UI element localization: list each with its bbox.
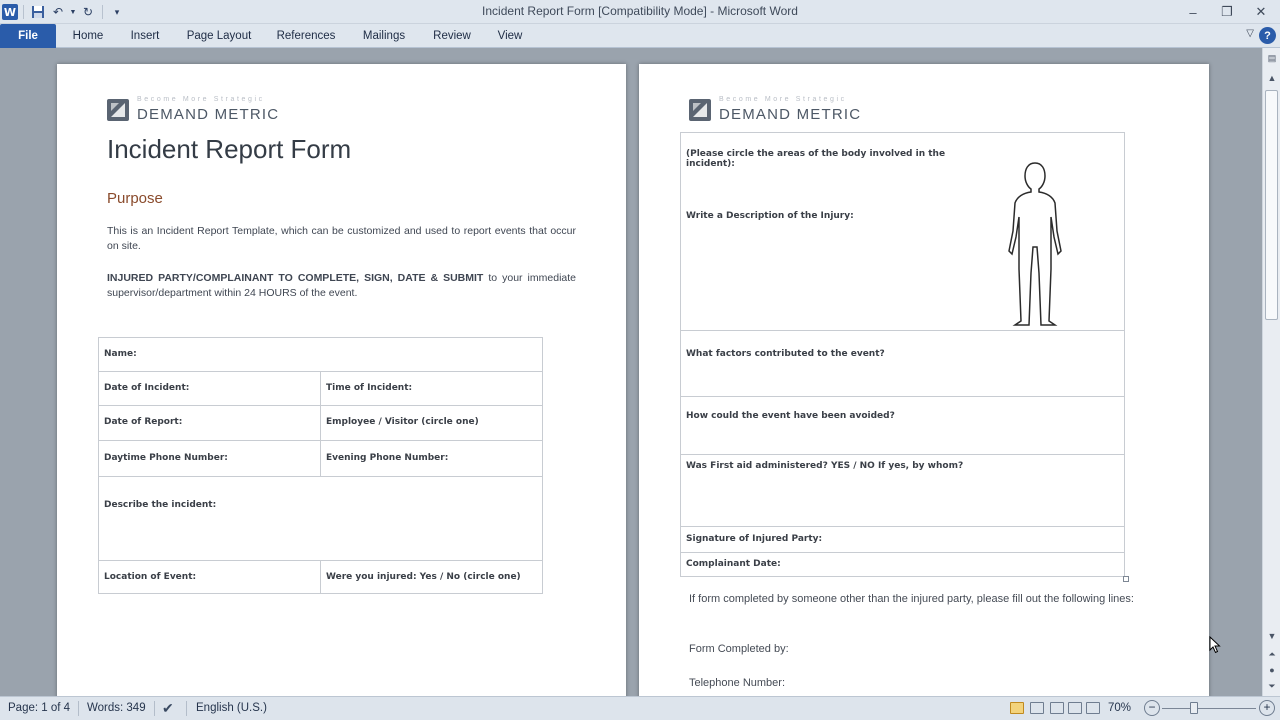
- date-of-incident-label: Date of Incident:: [104, 383, 190, 393]
- time-of-incident-label: Time of Incident:: [326, 383, 413, 393]
- print-layout-view-icon[interactable]: [1010, 702, 1024, 714]
- logo-name: DEMAND METRIC: [719, 106, 862, 123]
- date-of-report-label: Date of Report:: [104, 417, 183, 427]
- purpose-heading: Purpose: [107, 190, 163, 207]
- help-icon[interactable]: ?: [1259, 27, 1276, 44]
- evening-phone-label: Evening Phone Number:: [326, 453, 449, 463]
- previous-page-icon[interactable]: ⏶: [1268, 648, 1276, 659]
- undo-dropdown-icon[interactable]: ▼: [69, 8, 77, 16]
- logo-mark-icon: [689, 99, 711, 121]
- form-completed-by-label: Form Completed by:: [689, 643, 789, 655]
- document-area: [0, 48, 1262, 696]
- telephone-number-label: Telephone Number:: [689, 677, 786, 689]
- close-icon[interactable]: ✕: [1255, 4, 1267, 19]
- were-you-injured-field[interactable]: [321, 561, 543, 594]
- name-field[interactable]: [99, 338, 543, 372]
- first-aid-field[interactable]: [681, 455, 1125, 527]
- window-title: Incident Report Form [Compatibility Mode] - Microsoft Word: [482, 4, 798, 18]
- body-areas-label: (Please circle the areas of the body involved in the incident):: [686, 149, 946, 169]
- zoom-out-icon[interactable]: −: [1144, 700, 1160, 716]
- scroll-down-icon[interactable]: ▼: [1267, 631, 1277, 641]
- date-of-report-field[interactable]: [99, 406, 321, 441]
- redo-icon[interactable]: ↻: [82, 5, 94, 19]
- title-bar: [0, 0, 1280, 24]
- scrollbar-thumb[interactable]: [1265, 90, 1278, 320]
- document-page-1[interactable]: [57, 64, 626, 696]
- other-party-note: If form completed by someone other than the injured party, please fill out the following lines:: [689, 593, 1134, 605]
- status-divider: [154, 701, 155, 716]
- instruction-paragraph: [107, 271, 576, 301]
- zoom-level[interactable]: 70%: [1108, 702, 1132, 714]
- status-divider: [186, 701, 187, 716]
- zoom-slider-track[interactable]: [1162, 708, 1256, 709]
- proofing-icon[interactable]: ✔: [162, 700, 174, 716]
- first-aid-label: Was First aid administered? YES / NO If yes, by whom?: [686, 461, 964, 471]
- customize-toolbar-icon[interactable]: ▾: [114, 6, 120, 17]
- vertical-scrollbar[interactable]: [1262, 48, 1280, 696]
- injury-form-table: [680, 132, 1125, 577]
- scroll-up-icon[interactable]: ▲: [1267, 73, 1277, 83]
- expand-ribbon-icon[interactable]: ▽: [1246, 28, 1254, 39]
- language-indicator[interactable]: English (U.S.): [196, 702, 267, 714]
- logo-mark-icon: [107, 99, 129, 121]
- avoided-field[interactable]: [681, 397, 1125, 455]
- demand-metric-logo: [689, 96, 862, 123]
- instruction-bold: INJURED PARTY/COMPLAINANT TO COMPLETE, SIGN, DATE & SUBMIT: [107, 272, 484, 284]
- date-of-incident-field[interactable]: [99, 372, 321, 406]
- web-layout-view-icon[interactable]: [1050, 702, 1064, 714]
- undo-icon[interactable]: ↶: [52, 5, 64, 19]
- tab-view[interactable]: View: [497, 30, 523, 42]
- tab-page-layout[interactable]: Page Layout: [186, 30, 252, 42]
- word-count[interactable]: Words: 349: [87, 702, 146, 714]
- logo-name: DEMAND METRIC: [137, 106, 280, 123]
- logo-tagline: Become More Strategic: [719, 96, 847, 103]
- tab-mailings[interactable]: Mailings: [362, 30, 406, 42]
- draft-view-icon[interactable]: [1086, 702, 1100, 714]
- body-diagram-cell[interactable]: [681, 133, 1125, 331]
- employee-visitor-label: Employee / Visitor (circle one): [326, 417, 479, 427]
- document-page-2[interactable]: [639, 64, 1209, 696]
- tab-review[interactable]: Review: [433, 30, 471, 42]
- tab-references[interactable]: References: [276, 30, 336, 42]
- outline-view-icon[interactable]: [1068, 702, 1082, 714]
- word-app-icon[interactable]: W: [3, 5, 17, 19]
- daytime-phone-label: Daytime Phone Number:: [104, 453, 228, 463]
- zoom-slider-thumb[interactable]: [1190, 702, 1198, 714]
- location-of-event-field[interactable]: [99, 561, 321, 594]
- tab-home[interactable]: Home: [72, 30, 104, 42]
- avoided-label: How could the event have been avoided?: [686, 411, 895, 421]
- incident-form-table: [98, 337, 543, 594]
- daytime-phone-field[interactable]: [99, 441, 321, 477]
- ribbon-tabs: [0, 24, 1280, 48]
- describe-incident-field[interactable]: [99, 477, 543, 561]
- employee-visitor-field[interactable]: [321, 406, 543, 441]
- evening-phone-field[interactable]: [321, 441, 543, 477]
- time-of-incident-field[interactable]: [321, 372, 543, 406]
- were-you-injured-label: Were you injured: Yes / No (circle one): [326, 572, 521, 582]
- intro-paragraph: This is an Incident Report Template, which can be customized and used to report events that occur on site.: [107, 225, 576, 252]
- tab-file[interactable]: File: [0, 24, 56, 48]
- signature-label: Signature of Injured Party:: [686, 534, 823, 544]
- describe-incident-label: Describe the incident:: [104, 500, 217, 510]
- ruler-toggle-icon[interactable]: ▤: [1267, 52, 1277, 63]
- page-count[interactable]: Page: 1 of 4: [8, 702, 71, 714]
- factors-label: What factors contributed to the event?: [686, 349, 885, 359]
- complainant-date-field[interactable]: [681, 553, 1125, 577]
- instruction-text: to your immediate supervisor/department within 24 HOURS of the event.: [107, 272, 576, 299]
- signature-field[interactable]: [681, 527, 1125, 553]
- demand-metric-logo: [107, 96, 280, 123]
- document-title: Incident Report Form: [107, 134, 352, 164]
- status-bar: [0, 696, 1280, 720]
- logo-tagline: Become More Strategic: [137, 96, 265, 103]
- minimize-icon[interactable]: –: [1189, 4, 1197, 20]
- full-screen-reading-view-icon[interactable]: [1030, 702, 1044, 714]
- restore-icon[interactable]: ❐: [1221, 4, 1233, 19]
- select-browse-object-icon[interactable]: ●: [1269, 665, 1275, 675]
- injury-description-label: Write a Description of the Injury:: [686, 211, 854, 221]
- complainant-date-label: Complainant Date:: [686, 559, 781, 569]
- body-outline-icon: [1003, 161, 1067, 327]
- tab-insert[interactable]: Insert: [130, 30, 160, 42]
- table-resize-handle[interactable]: [1123, 576, 1129, 582]
- location-of-event-label: Location of Event:: [104, 572, 197, 582]
- mouse-pointer-icon: [1209, 636, 1221, 654]
- name-label: Name:: [104, 349, 137, 359]
- factors-field[interactable]: [681, 331, 1125, 397]
- next-page-icon[interactable]: ⏷: [1268, 680, 1276, 691]
- zoom-in-icon[interactable]: +: [1259, 700, 1275, 716]
- status-divider: [78, 701, 79, 716]
